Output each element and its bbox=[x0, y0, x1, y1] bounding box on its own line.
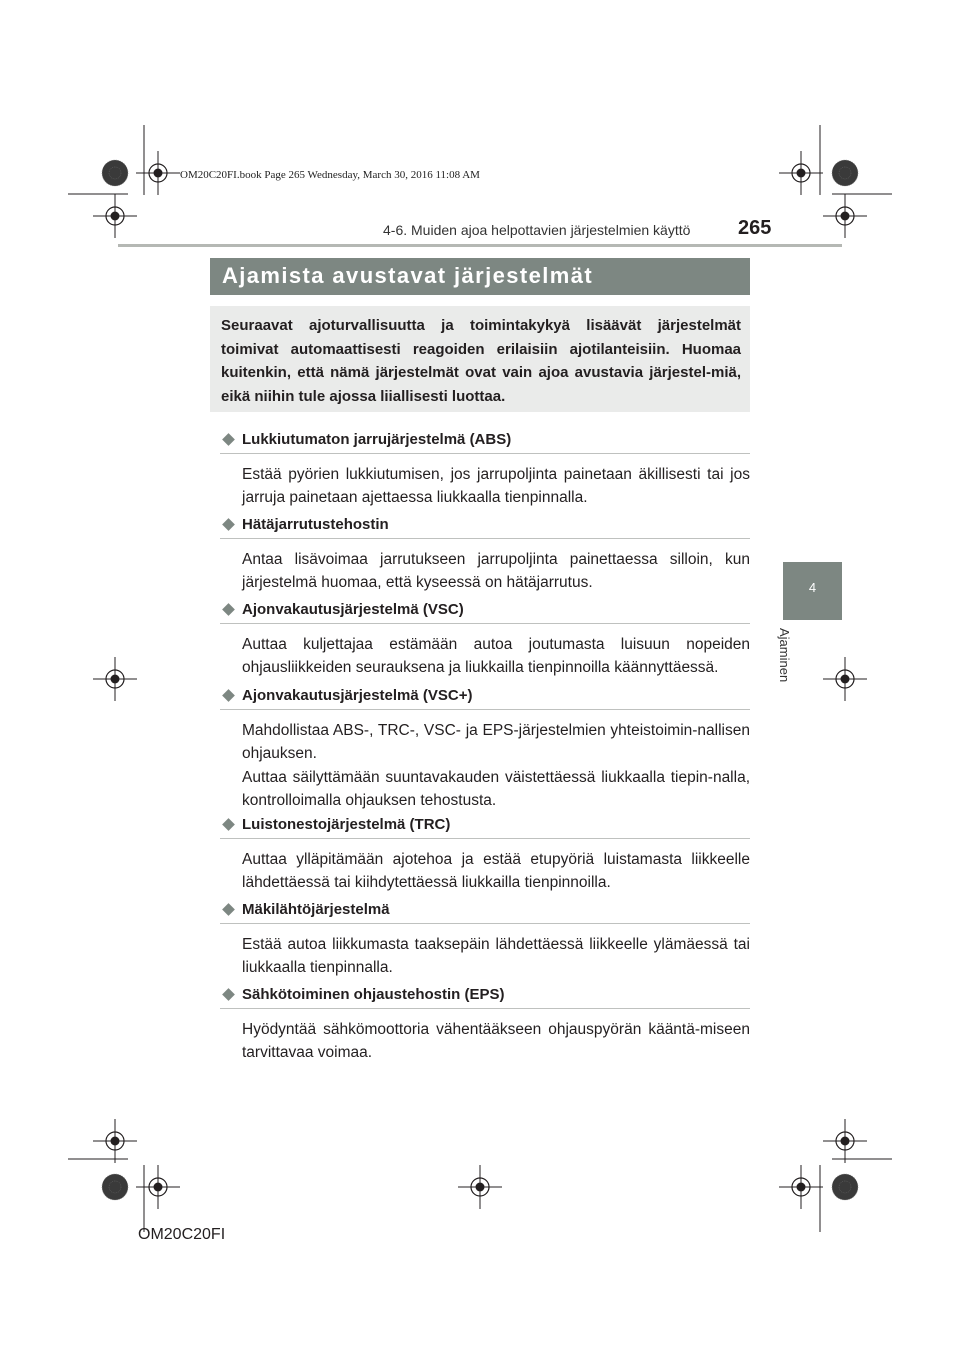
feature-text: Mahdollistaa ABS-, TRC-, VSC- ja EPS-järjestelmien yhteistoimin-nallisen ohjauksen. bbox=[242, 722, 750, 763]
diamond-bullet-icon bbox=[222, 818, 235, 831]
diamond-bullet-icon bbox=[222, 433, 235, 446]
feature-rule bbox=[220, 1008, 750, 1009]
feature-title: Ajonvakautusjärjestelmä (VSC) bbox=[242, 600, 464, 618]
feature-title: Luistonestojärjestelmä (TRC) bbox=[242, 815, 451, 833]
feature-text: Auttaa kuljettajaa estämään autoa joutumasta luisuun nopeiden ohjausliikkeiden seurauksena ja liukkailla tienpinnoilla käännyttäessä. bbox=[242, 636, 750, 677]
feature-rule bbox=[220, 623, 750, 624]
chapter-number: 4 bbox=[808, 580, 817, 595]
feature-rule bbox=[220, 838, 750, 839]
diamond-bullet-icon bbox=[222, 603, 235, 616]
diamond-bullet-icon bbox=[222, 988, 235, 1001]
diamond-bullet-icon bbox=[222, 689, 235, 702]
feature-rule bbox=[220, 538, 750, 539]
chapter-label-text: Ajaminen bbox=[777, 628, 792, 683]
feature-vsc bbox=[220, 599, 750, 680]
chapter-label bbox=[777, 628, 802, 698]
feature-rule bbox=[220, 923, 750, 924]
feature-trc bbox=[220, 814, 750, 895]
feature-text: Auttaa säilyttämään suuntavakauden väistettäessä liukkaalla tiepin-nalla, kontrolloimalla ohjauksen tehostusta. bbox=[242, 768, 750, 809]
feature-title: Ajonvakautusjärjestelmä (VSC+) bbox=[242, 686, 473, 704]
diamond-bullet-icon bbox=[222, 903, 235, 916]
diamond-bullet-icon bbox=[222, 518, 235, 531]
section-title-bar bbox=[210, 258, 750, 295]
feature-title: Hätäjarrutustehostin bbox=[242, 515, 389, 533]
feature-title: Lukkiutumaton jarrujärjestelmä (ABS) bbox=[242, 430, 512, 448]
chapter-tab bbox=[783, 562, 842, 620]
feature-text: Auttaa ylläpitämään ajotehoa ja estää etupyöriä luistamasta liikkeelle lähdettäessä tai kiihdytettäessä liukkailla tienpinnoilla. bbox=[242, 851, 750, 892]
feature-title: Sähkötoiminen ohjaustehostin (EPS) bbox=[242, 985, 505, 1003]
feature-text: Estää autoa liikkumasta taaksepäin lähdettäessä liikkeelle ylämäessä tai liukkaalla tienpinnalla. bbox=[242, 936, 750, 977]
feature-vsc-plus bbox=[220, 685, 750, 812]
feature-text: Antaa lisävoimaa jarrutukseen jarrupoljinta painettaessa silloin, kun järjestelmä huomaa, että kyseessä on hätäjarrutus. bbox=[242, 551, 750, 592]
intro-box bbox=[210, 306, 750, 412]
header-rule bbox=[118, 244, 842, 247]
feature-text: Estää pyörien lukkiutumisen, jos jarrupoljinta painetaan äkillisesti tai jos jarruja painetaan ajettaessa liukkaalla tienpinnalla. bbox=[242, 466, 750, 507]
section-path: 4-6. Muiden ajoa helpottavien järjestelmien käyttö bbox=[383, 222, 691, 238]
intro-text: Seuraavat ajoturvallisuutta ja toimintakykyä lisäävät järjestelmät toimivat automaattisesti reagoiden erilaisiin ajotilanteisiin. Huomaa kuitenkin, että nämä järjestelmät ovat vain ajoa avustavia järjestel-miä, eikä niihin tule ajossa liiallisesti luottaa. bbox=[221, 317, 741, 405]
feature-hill-start bbox=[220, 899, 750, 980]
feature-eps bbox=[220, 984, 750, 1065]
feature-rule bbox=[220, 453, 750, 454]
feature-rule bbox=[220, 709, 750, 710]
page-number: 265 bbox=[738, 217, 772, 239]
book-stamp: OM20C20FI.book Page 265 Wednesday, March 30, 2016 11:08 AM bbox=[180, 169, 480, 181]
section-title: Ajamista avustavat järjestelmät bbox=[222, 263, 594, 288]
feature-title: Mäkilähtöjärjestelmä bbox=[242, 900, 390, 918]
feature-text: Hyödyntää sähkömoottoria vähentääkseen ohjauspyörän kääntä-miseen tarvittavaa voimaa. bbox=[242, 1021, 750, 1062]
footer-code: OM20C20FI bbox=[138, 1226, 226, 1243]
feature-brake-assist bbox=[220, 514, 750, 595]
feature-abs bbox=[220, 429, 750, 510]
